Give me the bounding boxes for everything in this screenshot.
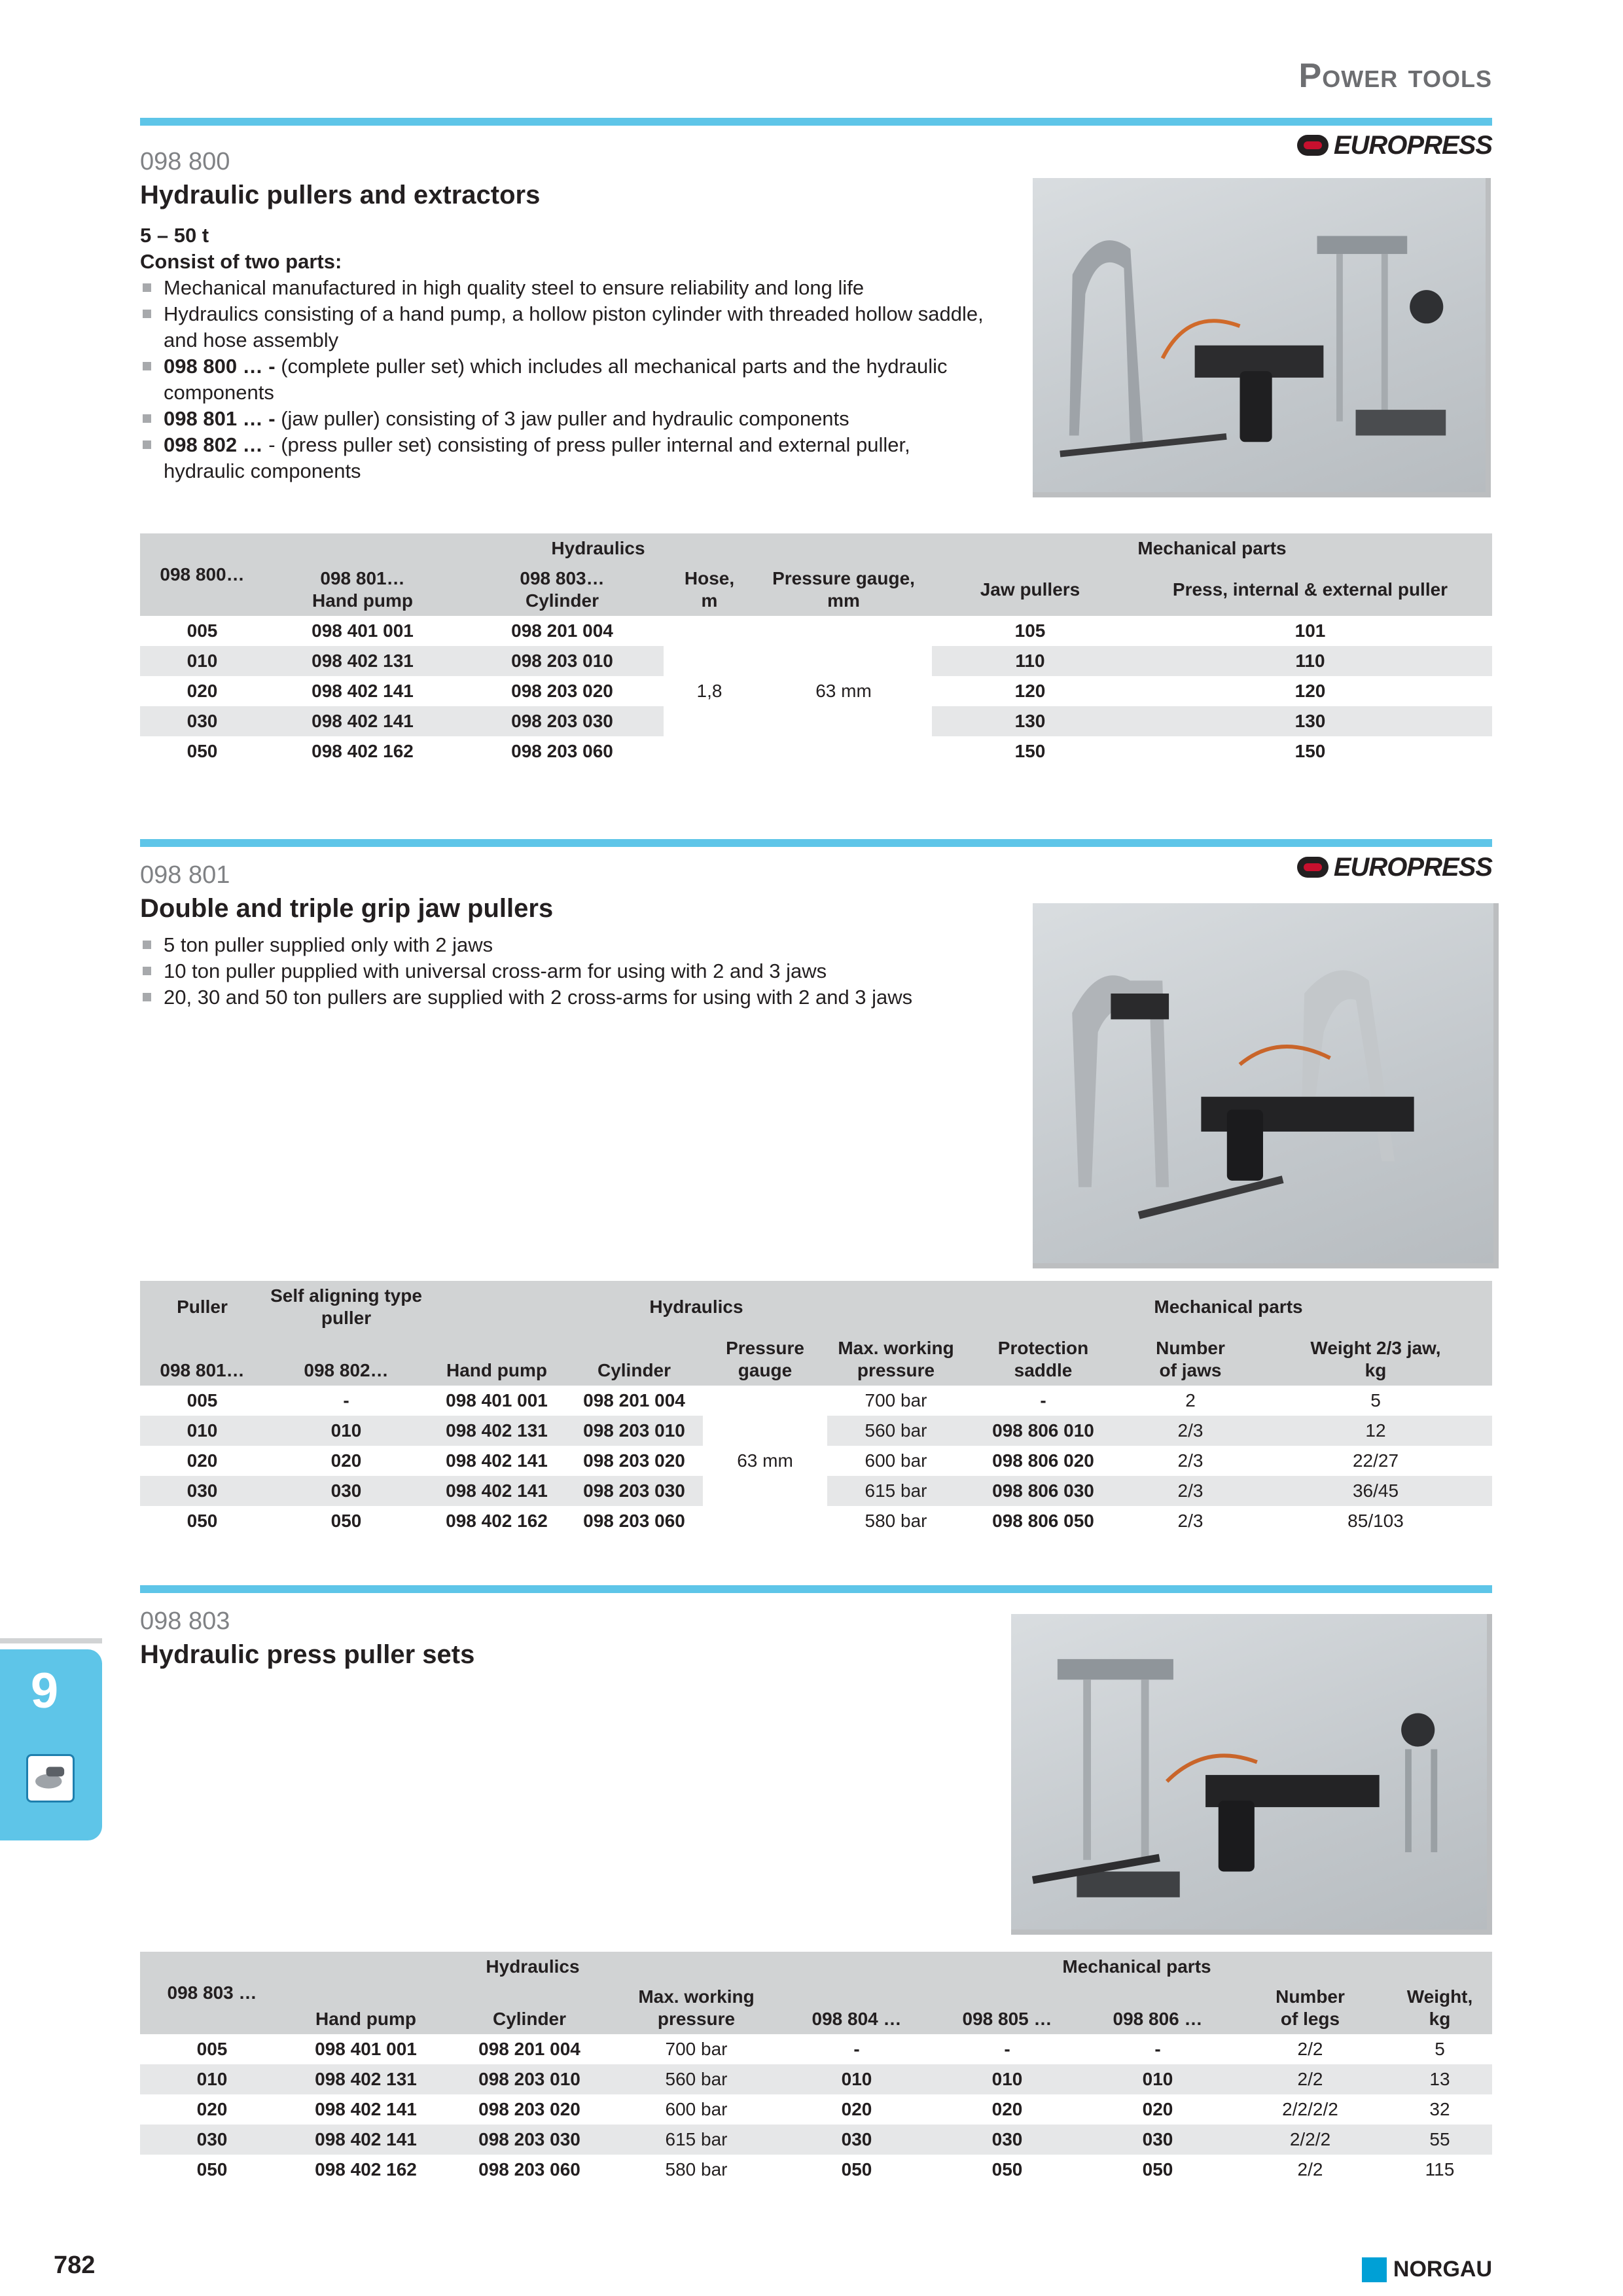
table-header: Cylinder xyxy=(565,1333,703,1386)
angle-grinder-icon xyxy=(26,1754,75,1803)
section2-spec-table xyxy=(140,1281,1492,1536)
pressure-gauge-cell: 63 mm xyxy=(737,1450,793,1471)
list-item: 098 801 … - (jaw puller) consisting of 3 jaw puller and hydraulic components xyxy=(140,406,991,432)
section3-title: Hydraulic press puller sets xyxy=(140,1640,475,1669)
mechanical-group-header: Mechanical parts xyxy=(781,1952,1492,1982)
hydraulics-group-header: Hydraulics xyxy=(428,1281,965,1333)
section1-title: Hydraulic pullers and extractors xyxy=(140,181,541,209)
table-header: Weight, kg xyxy=(1387,1982,1492,2034)
section2-divider xyxy=(140,839,1492,847)
table-header: 098 804 … xyxy=(781,1982,932,2034)
mechanical-group-header: Mechanical parts xyxy=(932,533,1492,564)
list-item: 098 800 … - (complete puller set) which includes all mechanical parts and the hydraulic components xyxy=(140,353,991,406)
table-row: 005 - 098 401 001 098 201 004 63 mm 700 bar - 2 5 xyxy=(140,1386,1492,1416)
section3-code: 098 803 xyxy=(140,1607,230,1635)
table-header: Pressure gauge xyxy=(703,1333,827,1386)
table-row: 030 098 402 141 098 203 030 130 130 xyxy=(140,706,1492,736)
table-header: Max. working pressure xyxy=(611,1982,781,2034)
chapter-tab-line xyxy=(0,1638,102,1643)
table-header: Puller xyxy=(140,1281,264,1333)
pressure-gauge-cell: 63 mm xyxy=(815,681,872,701)
section1-spec-table xyxy=(140,533,1492,766)
section1-bullet-list xyxy=(140,275,991,484)
table-header: 098 803 … xyxy=(140,1952,284,2034)
press-puller-photo xyxy=(1011,1614,1492,1935)
list-item: 20, 30 and 50 ton pullers are supplied with 2 cross-arms for using with 2 and 3 jaws xyxy=(140,984,991,1011)
table-header: 098 801… xyxy=(140,1333,264,1386)
section1-divider xyxy=(140,118,1492,126)
jaw-puller-illustration xyxy=(1033,903,1493,1263)
section1-code: 098 800 xyxy=(140,148,230,175)
table-header: Self aligning type puller xyxy=(264,1281,428,1333)
capacity-range: 5 – 50 t xyxy=(140,224,209,247)
hydraulics-group-header: Hydraulics xyxy=(264,533,932,564)
table-row: 010 098 402 131 098 203 010 560 bar 010 010 010 2/2 13 xyxy=(140,2064,1492,2094)
jaw-puller-photo xyxy=(1033,903,1499,1268)
table-header: 098 806 … xyxy=(1082,1982,1233,2034)
table-header: Hand pump xyxy=(428,1333,565,1386)
consist-heading: Consist of two parts: xyxy=(140,250,342,273)
table-header: 098 805 … xyxy=(932,1982,1082,2034)
list-item: 10 ton puller pupplied with universal cross-arm for using with 2 and 3 jaws xyxy=(140,958,991,984)
list-item: Mechanical manufactured in high quality steel to ensure reliability and long life xyxy=(140,275,991,301)
press-puller-illustration xyxy=(1011,1614,1487,1929)
section2-description xyxy=(140,932,991,1011)
table-row: 020 020 098 402 141 098 203 020 600 bar 098 806 020 2/3 22/27 xyxy=(187,1450,1399,1471)
table-row: 020 098 402 141 098 203 020 600 bar 020 020 020 2/2/2/2 32 xyxy=(196,2099,1450,2119)
page-header-title: Power tools xyxy=(1298,57,1492,95)
table-row: 010 098 402 131 098 203 010 110 110 xyxy=(140,646,1492,676)
section3-spec-table xyxy=(140,1952,1492,2185)
table-header: Number of legs xyxy=(1233,1982,1387,2034)
table-header: Number of jaws xyxy=(1122,1333,1259,1386)
europress-logo-word: EUROPRESS xyxy=(1333,852,1492,882)
table-row: 010 010 098 402 131 098 203 010 560 bar 098 806 010 2/3 12 xyxy=(140,1416,1492,1446)
table-header: Weight 2/3 jaw, kg xyxy=(1259,1333,1492,1386)
section2-bullet-list xyxy=(140,932,991,1011)
table-header: 098 800… xyxy=(140,533,264,616)
table-header: Jaw pullers xyxy=(932,564,1128,616)
section2-title: Double and triple grip jaw pullers xyxy=(140,894,554,923)
puller-set-illustration xyxy=(1033,178,1486,492)
list-item: 5 ton puller supplied only with 2 jaws xyxy=(140,932,991,958)
table-row: 050 050 098 402 162 098 203 060 580 bar 098 806 050 2/3 85/103 xyxy=(187,1511,1404,1531)
table-header: 098 803… Cylinder xyxy=(461,564,664,616)
table-row: 050 098 402 162 098 203 060 580 bar 050 050 050 2/2 115 xyxy=(196,2159,1455,2179)
norgau-logo-mark-icon xyxy=(1362,2257,1387,2282)
section2-code: 098 801 xyxy=(140,861,230,889)
table-header: 098 802… xyxy=(264,1333,428,1386)
hydraulics-group-header: Hydraulics xyxy=(284,1952,781,1982)
table-header: Protection saddle xyxy=(965,1333,1122,1386)
europress-logo xyxy=(1297,131,1492,160)
table-header: Cylinder xyxy=(448,1982,611,2034)
table-row: 005 098 401 001 098 201 004 700 bar - - - 2/2 5 xyxy=(196,2039,1445,2059)
hose-length-cell: 1,8 xyxy=(696,681,722,701)
chapter-tab[interactable] xyxy=(0,1649,102,1840)
table-header: 098 801… Hand pump xyxy=(264,564,461,616)
table-row: 050 098 402 162 098 203 060 150 150 xyxy=(187,741,1326,761)
table-row: 030 030 098 402 141 098 203 030 615 bar 098 806 030 2/3 36/45 xyxy=(140,1476,1492,1506)
page-number: 782 xyxy=(54,2251,96,2279)
chapter-number: 9 xyxy=(30,1663,59,1719)
table-row: 005 098 401 001 098 201 004 1,8 63 mm 105 101 xyxy=(140,616,1492,646)
mechanical-group-header: Mechanical parts xyxy=(965,1281,1492,1333)
list-item: 098 802 … - (press puller set) consisting of press puller internal and external puller, hydraulic components xyxy=(140,432,991,484)
table-header: Max. working pressure xyxy=(827,1333,965,1386)
table-header: Pressure gauge, mm xyxy=(755,564,932,616)
table-row: 030 098 402 141 098 203 030 615 bar 030 030 030 2/2/2 55 xyxy=(140,2125,1492,2155)
section3-divider xyxy=(140,1585,1492,1593)
table-header: Press, internal & external puller xyxy=(1128,564,1492,616)
europress-logo-mark-icon xyxy=(1297,857,1329,878)
europress-logo xyxy=(1297,853,1492,882)
list-item: Hydraulics consisting of a hand pump, a hollow piston cylinder with threaded hollow saddle, and hose assembly xyxy=(140,301,991,353)
europress-logo-word: EUROPRESS xyxy=(1333,130,1492,160)
puller-set-photo xyxy=(1033,178,1491,497)
norgau-logo xyxy=(1362,2257,1492,2282)
section1-description xyxy=(140,223,991,484)
table-row: 020 098 402 141 098 203 020 120 120 xyxy=(187,681,1326,701)
table-header: Hand pump xyxy=(284,1982,448,2034)
europress-logo-mark-icon xyxy=(1297,135,1329,156)
table-header: Hose, m xyxy=(664,564,755,616)
norgau-logo-word: NORGAU xyxy=(1393,2257,1492,2282)
